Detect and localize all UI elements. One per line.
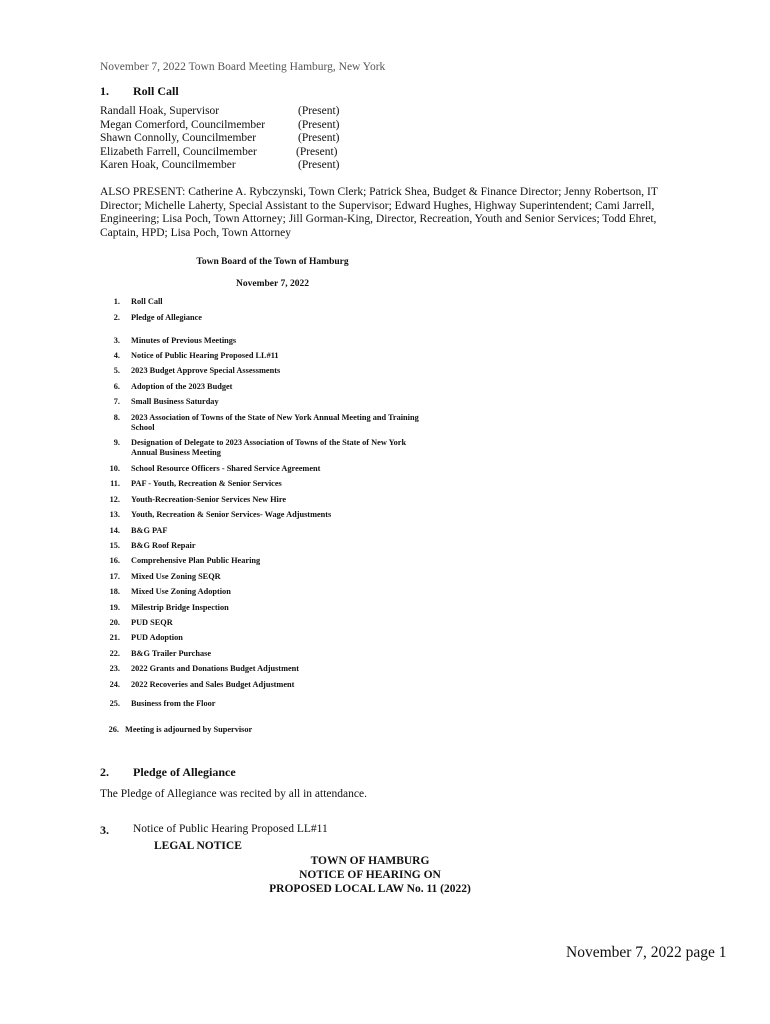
member-name: Shawn Connolly, Councilmember xyxy=(100,132,257,145)
agenda-date: November 7, 2022 xyxy=(236,279,309,289)
roll-call-row xyxy=(100,132,360,146)
member-status: (Present) xyxy=(296,145,338,158)
member-name: Elizabeth Farrell, Councilmember xyxy=(100,145,257,158)
roll-call-list xyxy=(100,105,360,173)
pledge-text: The Pledge of Allegiance was recited by all in attendance. xyxy=(100,788,367,800)
member-name: Randall Hoak, Supervisor xyxy=(100,105,220,117)
section-number-roll-call: 1. xyxy=(100,84,109,98)
member-status: (Present) xyxy=(298,159,340,172)
section-title-notice: Notice of Public Hearing Proposed LL#11 xyxy=(133,823,328,835)
document-page: November 7, 2022 Town Board Meeting Hamburg, New York 1. Roll Call Randall Hoak, Supervisor (Present) Megan Comerford, Councilmember (Present) Shawn Connolly, Councilmember (Present) Elizabeth Farrell, Councilmember (Present) Karen Hoak, Councilmember (Present) ALSO PRESENT: Catherine A. Rybczynski, Town Clerk; Patrick Shea, Budget & Finance Director; Jenny Robertson, IT Director; Michelle Laherty, Special Assistant to the Supervisor; Edward Hughes, Highway Superintendent; Cami Jarrell, Engineering; Lisa Poch, Town Attorney; Jill Gorman-King, Director, Recreation, Youth and Senior Services; Todd Ehret, Captain, HPD; Lisa Poch, Town Attorney Town Board of the Town of Hamburg November 7, 2022 1. Roll Call 2. Pledge of Allegiance 3. Minutes of Previous Meetings 4. Notice of Public Hearing Proposed LL#11 5. 2023 Budget Approve Special Assessments 6. Adoption of the 2023 Budget 7. Small Business Saturday 8. 2023 Association of Towns of the State of New York Annual Meeting and Training School 9. Designation of Delegate to 2023 Association of Towns of the State of New York Annual Business Meeting 10. School Resource Officers - Shared Service Agreement 11. PAF - Youth, Recreation & Senior Services 12. Youth-Recreation-Senior Services New Hire 13. Youth, Recreation & Senior Services- Wage Adjustments 14. B&G PAF 15. B&G Roof Repair 16. Comprehensive Plan Public Hearing 17. Mixed Use Zoning SEQR 18. Mixed Use Zoning Adoption 19. Milestrip Bridge Inspection 20. PUD SEQR 21. PUD Adoption 22. B&G Trailer Purchase 23. 2022 Grants and Donations Budget Adjustment 24. 2022 Recoveries and Sales Budget Adjustment 25. Business from the Floor 26. Meeting is adjourned by Supervisor 2. Pledge of Allegiance The Pledge of Allegiance was recited by all in attendance. 3. Notice of Public Hearing Proposed LL#11 LEGAL NOTICE TOWN OF HAMBURG NOTICE OF HEARING ON PROPOSED LOCAL LAW No. 11 (2022) November 7, 2022 page 1 xyxy=(0,0,770,1024)
page-header: November 7, 2022 Town Board Meeting Hamburg, New York xyxy=(100,61,386,73)
member-status: (Present) xyxy=(298,118,340,131)
agenda-title: Town Board of the Town of Hamburg xyxy=(196,257,349,267)
roll-call-row xyxy=(100,159,360,173)
member-name: Megan Comerford, Councilmember xyxy=(100,118,266,131)
member-status: (Present) xyxy=(298,132,340,145)
roll-call-row xyxy=(100,119,360,133)
section-title-pledge: Pledge of Allegiance xyxy=(133,765,236,779)
page-footer: November 7, 2022 page 1 xyxy=(566,944,727,961)
section-number-pledge: 2. xyxy=(100,765,109,779)
notice-line-3: PROPOSED LOCAL LAW No. 11 (2022) xyxy=(269,883,471,895)
section-title-roll-call: Roll Call xyxy=(133,84,179,98)
also-present-paragraph: ALSO PRESENT: Catherine A. Rybczynski, Town Clerk; Patrick Shea, Budget & Finance Director; Jenny Robertson, IT Director; Michelle Laherty, Special Assistant to the Supervisor; Edward Hughes, Highway Superintendent; Cami Jarrell, Engineering; Lisa Poch, Town Attorney; Jill Gorman-King, Director, Recreation, Youth and Senior Services; Todd Ehret, Captain, HPD; Lisa Poch, Town Attorney xyxy=(100,186,658,239)
member-name: Karen Hoak, Councilmember xyxy=(100,159,236,172)
notice-line-1: TOWN OF HAMBURG xyxy=(310,855,430,867)
legal-notice-heading: LEGAL NOTICE xyxy=(154,840,242,852)
section-number-notice: 3. xyxy=(100,823,109,837)
notice-line-2: NOTICE OF HEARING ON xyxy=(299,869,441,881)
member-status: (Present) xyxy=(298,105,340,117)
roll-call-row xyxy=(100,146,360,160)
roll-call-row xyxy=(100,105,360,119)
